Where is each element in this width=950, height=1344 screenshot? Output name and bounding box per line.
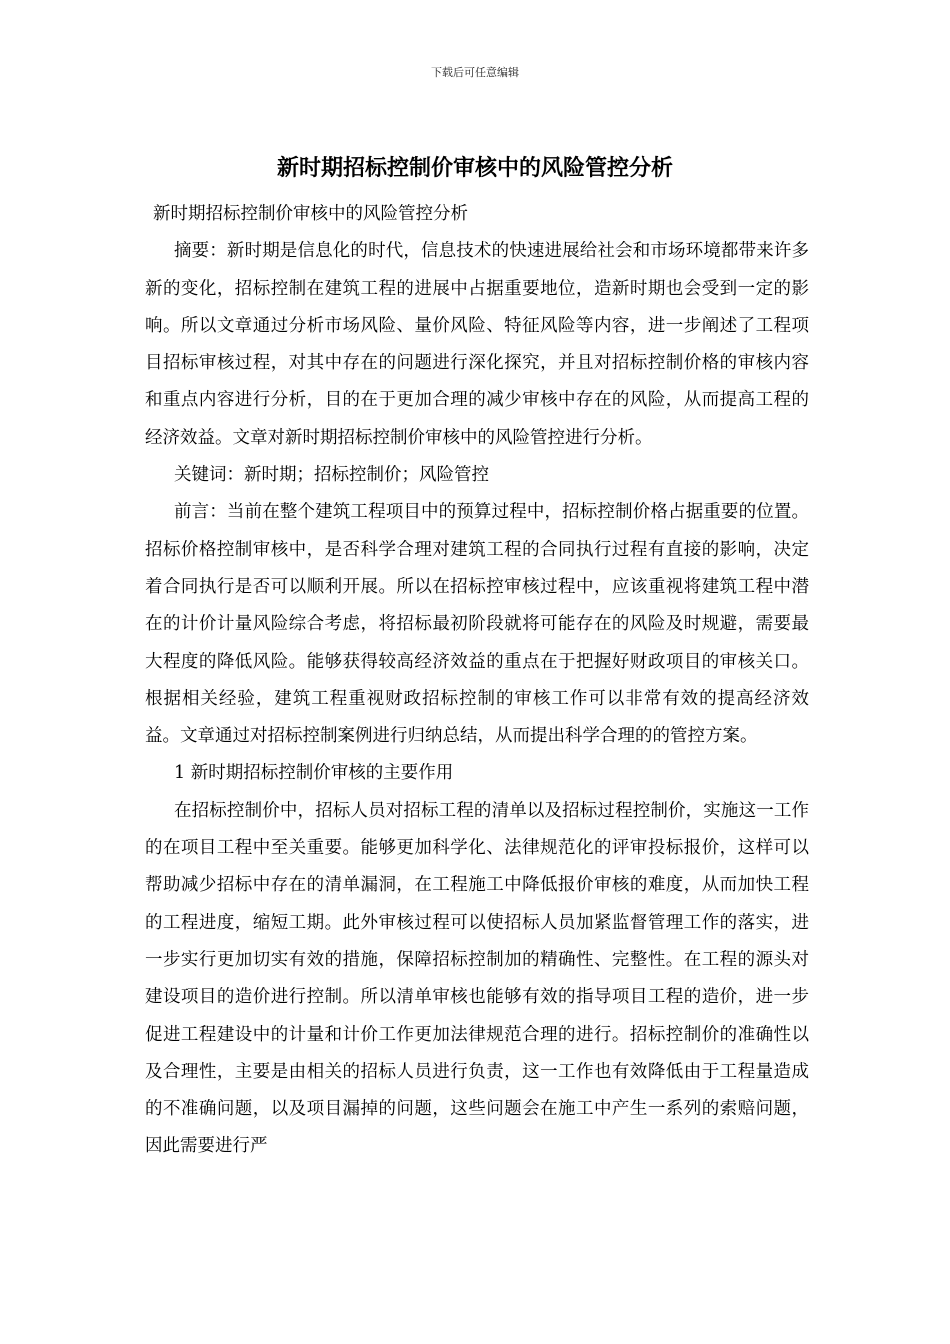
document-title: 新时期招标控制价审核中的风险管控分析 — [276, 155, 673, 181]
keywords-paragraph: 关键词：新时期；招标控制价；风险管控 — [174, 465, 489, 486]
document-body — [145, 196, 809, 1166]
abstract-paragraph: 摘要：新时期是信息化的时代，信息技术的快速进展给社会和市场环境都带来许多新的变化，招标控制在建筑工程的进展中占据重要地位，造新时期也会受到一定的影响。所以文章通过分析市场风险、量价风险、特征风险等内容，进一步阐述了工程项目招标审核过程，对其中存在的问题进行深化探究，并且对招标控制价格的审核内容和重点内容进行分析，目的在于更加合理的减少审核中存在的风险，从而提高工程的经济效益。文章对新时期招标控制价审核中的风险管控进行分析。 — [145, 241, 809, 448]
header-note: 下载后可任意编辑 — [431, 66, 519, 79]
section-1-paragraph: 在招标控制价中，招标人员对招标工程的清单以及招标过程控制价，实施这一工作的在项目工程中至关重要。能够更加科学化、法律规范化的评审投标报价，这样可以帮助减少招标中存在的清单漏洞，在工程施工中降低报价审核的难度，从而加快工程的工程进度，缩短工期。此外审核过程可以使招标人员加紧监督管理工作的落实，进一步实行更加切实有效的措施，保障招标控制加的精确性、完整性。在工程的源头对建设项目的造价进行控制。所以清单审核也能够有效的指导项目工程的造价，进一步促进工程建设中的计量和计价工作更加法律规范合理的进行。招标控制价的准确性以及合理性，主要是由相关的招标人员进行负责，这一工作也有效降低由于工程量造成的不准确问题，以及项目漏掉的问题，这些问题会在施工中产生一系列的索赔问题，因此需要进行严 — [145, 800, 809, 1157]
section-1-heading: 1 新时期招标控制价审核的主要作用 — [174, 763, 454, 784]
document-subtitle: 新时期招标控制价审核中的风险管控分析 — [153, 204, 468, 224]
preface-paragraph: 前言：当前在整个建筑工程项目中的预算过程中，招标控制价格占据重要的位置。招标价格控制审核中，是否科学合理对建筑工程的合同执行过程有直接的影响，决定着合同执行是否可以顺利开展。所以在招标控审核过程中，应该重视将建筑工程中潜在的计价计量风险综合考虑，将招标最初阶段就将可能存在的风险及时规避，需要最大程度的降低风险。能够获得较高经济效益的重点在于把握好财政项目的审核关口。根据相关经验，建筑工程重视财政招标控制的审核工作可以非常有效的提高经济效益。文章通过对招标控制案例进行归纳总结，从而提出科学合理的的管控方案。 — [145, 502, 809, 747]
